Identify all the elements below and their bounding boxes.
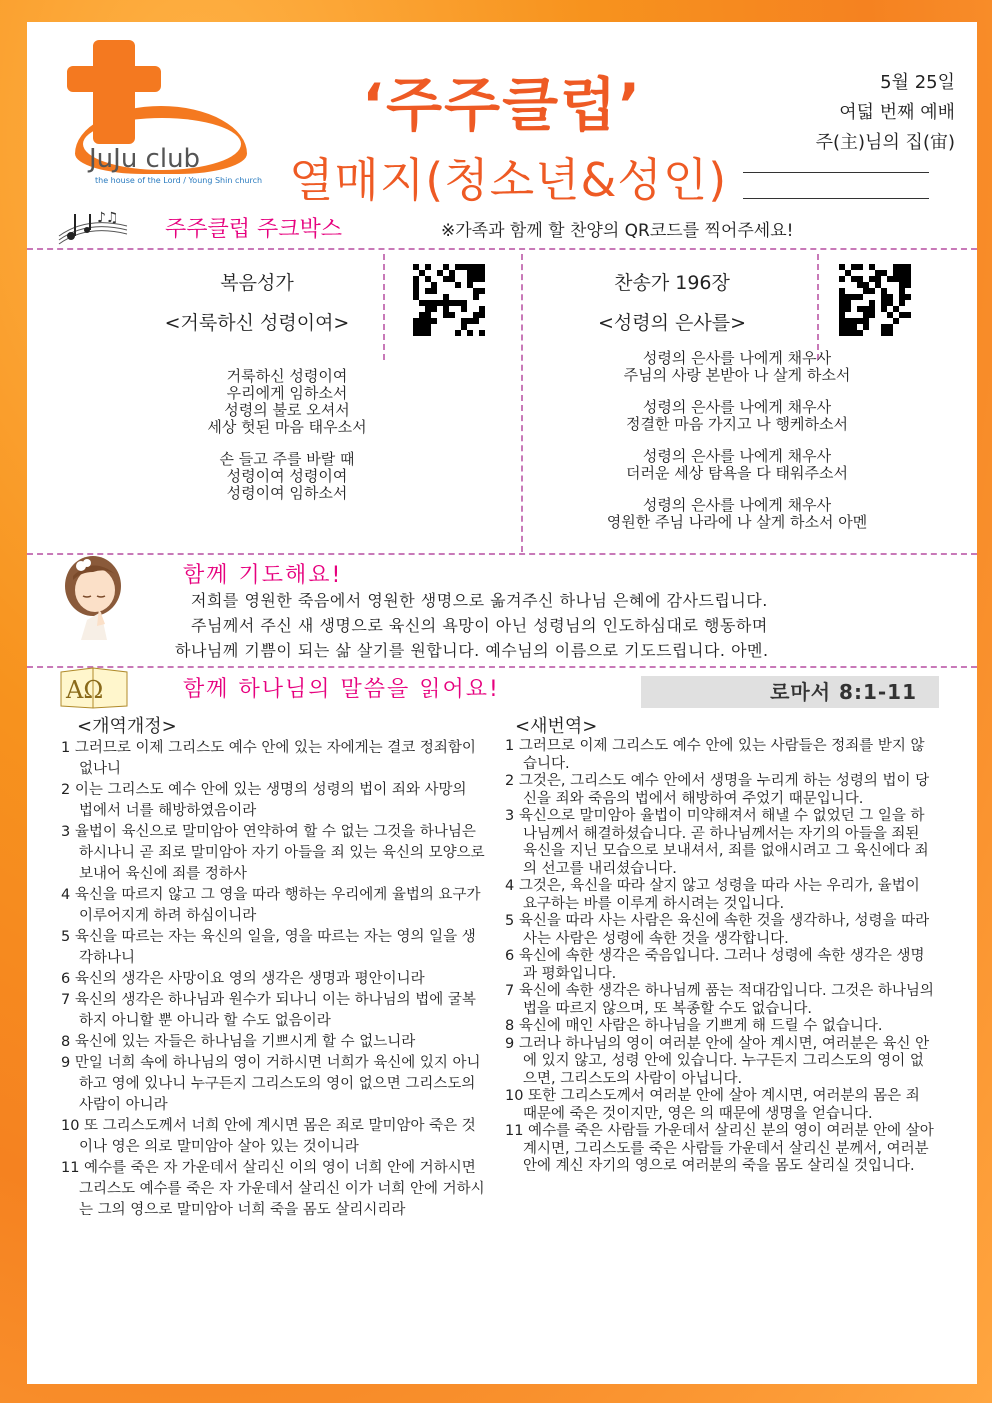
verse: 4 육신을 따르지 않고 그 영을 따라 행하는 우리에게 율법의 요구가 이루어지게 하려 하심이니라 bbox=[61, 887, 481, 924]
verse: 6 육신에 속한 생각은 죽음입니다. 그러나 성령에 속한 생각은 생명과 평화입니다. bbox=[505, 948, 925, 982]
prayer-line: 하나님께 기쁨이 되는 삶 살기를 원합니다. 예수님의 이름으로 기도드립니다. 아멘. bbox=[175, 641, 769, 660]
verse: 10 또 그리스도께서 너희 안에 계시면 몸은 죄로 말미암아 죽은 것이나 영은 의로 말미암아 살아 있는 것이니라 bbox=[61, 1118, 476, 1155]
lyric-line: 손 들고 주를 바랄 때 bbox=[219, 450, 355, 468]
lyric-line bbox=[527, 384, 947, 399]
svg-text:♪♫: ♪♫ bbox=[97, 210, 119, 226]
divider bbox=[27, 666, 977, 668]
verse: 4 그것은, 육신을 따라 살지 않고 성령을 따라 사는 우리가, 율법이 요구하는 바를 이루게 하시려는 것입니다. bbox=[505, 878, 920, 912]
prayer-line: 주님께서 주신 새 생명으로 육신의 욕망이 아닌 성령님의 인도하심대로 행동하며 bbox=[191, 616, 768, 635]
verse: 8 육신에 매인 사람은 하나님을 기쁘게 해 드릴 수 없습니다. bbox=[505, 1018, 883, 1034]
prayer-text bbox=[175, 588, 935, 663]
verse: 5 육신을 따라 사는 사람은 육신에 속한 것을 생각하나, 성령을 따라 사는 사람은 성령에 속한 것을 생각합니다. bbox=[505, 913, 930, 947]
song2-lyrics bbox=[527, 350, 947, 531]
verse: 1 그러므로 이제 그리스도 예수 안에 있는 자에게는 결코 정죄함이 없나니 bbox=[61, 740, 476, 777]
verse: 7 육신의 생각은 하나님과 원수가 되나니 이는 하나님의 법에 굴복하지 아니할 뿐 아니라 할 수도 없음이라 bbox=[61, 992, 476, 1029]
lyric-line: 더러운 세상 탐욕을 다 태워주소서 bbox=[626, 464, 848, 482]
verse: 9 그러나 하나님의 영이 여러분 안에 살아 계시면, 여러분은 육신 안에 있지 않고, 성령 안에 있습니다. 누구든지 그리스도의 영이 없으면, 그리스도의 사람이 아닙니다. bbox=[505, 1035, 930, 1087]
verse: 2 이는 그리스도 예수 안에 있는 생명의 성령의 법이 죄와 사망의 법에서 너를 해방하였음이라 bbox=[61, 782, 467, 819]
lyric-line: 영원한 주님 나라에 나 살게 하소서 아멘 bbox=[606, 513, 868, 531]
lyric-line: 우리에게 임하소서 bbox=[226, 384, 348, 402]
lyric-line bbox=[527, 482, 947, 497]
divider bbox=[817, 254, 819, 360]
service-place: 주(主)님의 집(宙) bbox=[815, 132, 955, 153]
song2-name: <성령의 은사를> bbox=[597, 312, 746, 334]
lyric-line: 세상 헛된 마음 태우소서 bbox=[207, 418, 367, 436]
divider bbox=[521, 254, 523, 552]
verse: 10 또한 그리스도께서 여러분 안에 살아 계시면, 여러분의 몸은 죄 때문에 죽은 것이지만, 영은 의 때문에 생명을 얻습니다. bbox=[505, 1088, 920, 1122]
lyric-line: 성령의 불로 오셔서 bbox=[224, 401, 350, 419]
divider bbox=[383, 254, 385, 360]
word-title: 함께 하나님의 말씀을 읽어요! bbox=[183, 677, 500, 702]
jukebox-note: ※가족과 함께 할 찬양의 QR코드를 찍어주세요! bbox=[441, 221, 794, 241]
bulletin-page bbox=[27, 22, 977, 1384]
music-notes-icon bbox=[57, 206, 129, 246]
song1-name: <거룩하신 성령이여> bbox=[164, 312, 350, 334]
verse: 1 그러므로 이제 그리스도 예수 안에 있는 사람들은 정죄를 받지 않습니다. bbox=[505, 738, 925, 772]
left-verses bbox=[61, 738, 485, 1221]
verse: 3 율법이 육신으로 말미암아 연약하여 할 수 없는 그것을 하나님은 하시나니 곧 죄로 말미암아 자기 아들을 죄 있는 육신의 모양으로 보내어 육신에 죄를 정하사 bbox=[61, 824, 485, 882]
prayer-title: 함께 기도해요! bbox=[183, 563, 343, 588]
divider bbox=[27, 248, 977, 250]
lyric-line: 성령이여 성령이여 bbox=[226, 467, 348, 485]
song2-category: 찬송가 196장 bbox=[614, 272, 730, 294]
lyric-line: 주님의 사랑 본받아 나 살게 하소서 bbox=[623, 366, 851, 384]
song1-lyrics bbox=[127, 368, 447, 502]
left-version-title: <개역개정> bbox=[77, 716, 177, 737]
praying-girl-icon bbox=[57, 550, 131, 640]
service-date: 5월 25일 bbox=[880, 72, 955, 93]
logo-subtitle: the house of the Lord / Young Shin church bbox=[95, 176, 263, 185]
prayer-line: 저희를 영원한 죽음에서 영원한 생명으로 옮겨주신 하나님 은혜에 감사드립니다. bbox=[191, 591, 768, 610]
verse: 2 그것은, 그리스도 예수 안에서 생명을 누리게 하는 성령의 법이 당신을 죄와 죽음의 법에서 해방하여 주었기 때문입니다. bbox=[505, 773, 930, 807]
lyric-line: 성령이여 임하소서 bbox=[226, 484, 348, 502]
verse: 8 육신에 있는 자들은 하나님을 기쁘시게 할 수 없느니라 bbox=[61, 1034, 416, 1050]
book-icon-glyphs: ΑΩ bbox=[66, 676, 104, 704]
service-number: 여덟 번째 예배 bbox=[839, 102, 955, 123]
verse: 11 예수를 죽은 사람들 가운데서 살리신 분의 영이 여러분 안에 살아 계시면, 그리스도를 죽은 사람들 가운데서 살리신 분께서, 여러분 안에 계신 자기의 영으로 여러분의 죽을 몸도 살리실 것입니다. bbox=[505, 1123, 934, 1174]
book-alpha-omega-icon bbox=[57, 662, 131, 712]
lyric-line: 성령의 은사를 나에게 채우사 bbox=[642, 398, 832, 416]
service-info bbox=[816, 68, 955, 158]
verse: 5 육신을 따르는 자는 육신의 일을, 영을 따르는 자는 영의 일을 생각하나니 bbox=[61, 929, 476, 966]
lyric-line bbox=[527, 433, 947, 448]
jukebox-title: 주주클럽 주크박스 bbox=[165, 217, 343, 242]
divider bbox=[27, 553, 977, 555]
divider bbox=[743, 172, 929, 173]
qr-code-icon[interactable] bbox=[839, 264, 911, 336]
divider bbox=[743, 198, 929, 199]
song1-category: 복음성가 bbox=[220, 272, 294, 294]
lyric-line: 성령의 은사를 나에게 채우사 bbox=[642, 496, 832, 514]
lyric-line bbox=[127, 436, 447, 451]
qr-code-icon[interactable] bbox=[413, 264, 485, 336]
right-version-title: <새번역> bbox=[515, 716, 598, 737]
page-subtitle: 열매지(청소년&성인) bbox=[289, 153, 728, 207]
verse: 11 예수를 죽은 자 가운데서 살리신 이의 영이 너희 안에 거하시면 그리스도 예수를 죽은 자 가운데서 살리신 이가 너희 안에 거하시는 그의 영으로 말미암아 너희 죽을 몸도 살리시리라 bbox=[61, 1160, 485, 1218]
verse: 7 육신에 속한 생각은 하나님께 품는 적대감입니다. 그것은 하나님의 법을 따르지 않으며, 또 복종할 수도 없습니다. bbox=[505, 983, 934, 1017]
lyric-line: 성령의 은사를 나에게 채우사 bbox=[642, 349, 832, 367]
page-title: ‘주주클럽’ bbox=[362, 71, 643, 139]
lyric-line: 성령의 은사를 나에게 채우사 bbox=[642, 447, 832, 465]
lyric-line: 거룩하신 성령이여 bbox=[226, 367, 348, 385]
scripture-reference: 로마서 8:1-11 bbox=[641, 676, 939, 708]
verse: 3 육신으로 말미암아 율법이 미약해져서 해낼 수 없었던 그 일을 하나님께서 해결하셨습니다. 곧 하나님께서는 자기의 아들을 죄된 육신을 지닌 모습으로 보내셔서, 죄를 없애시려고 그 육신에다 죄의 선고를 내리셨습니다. bbox=[505, 808, 929, 877]
lyric-line: 정결한 마음 가지고 나 행케하소서 bbox=[626, 415, 848, 433]
verse: 6 육신의 생각은 사망이요 영의 생각은 생명과 평안이니라 bbox=[61, 971, 425, 987]
verse: 9 만일 너희 속에 하나님의 영이 거하시면 너희가 육신에 있지 아니하고 영에 있나니 누구든지 그리스도의 영이 없으면 그리스도의 사람이 아니라 bbox=[61, 1055, 481, 1113]
logo-name: JuJu club bbox=[89, 144, 201, 174]
right-verses bbox=[505, 738, 935, 1176]
